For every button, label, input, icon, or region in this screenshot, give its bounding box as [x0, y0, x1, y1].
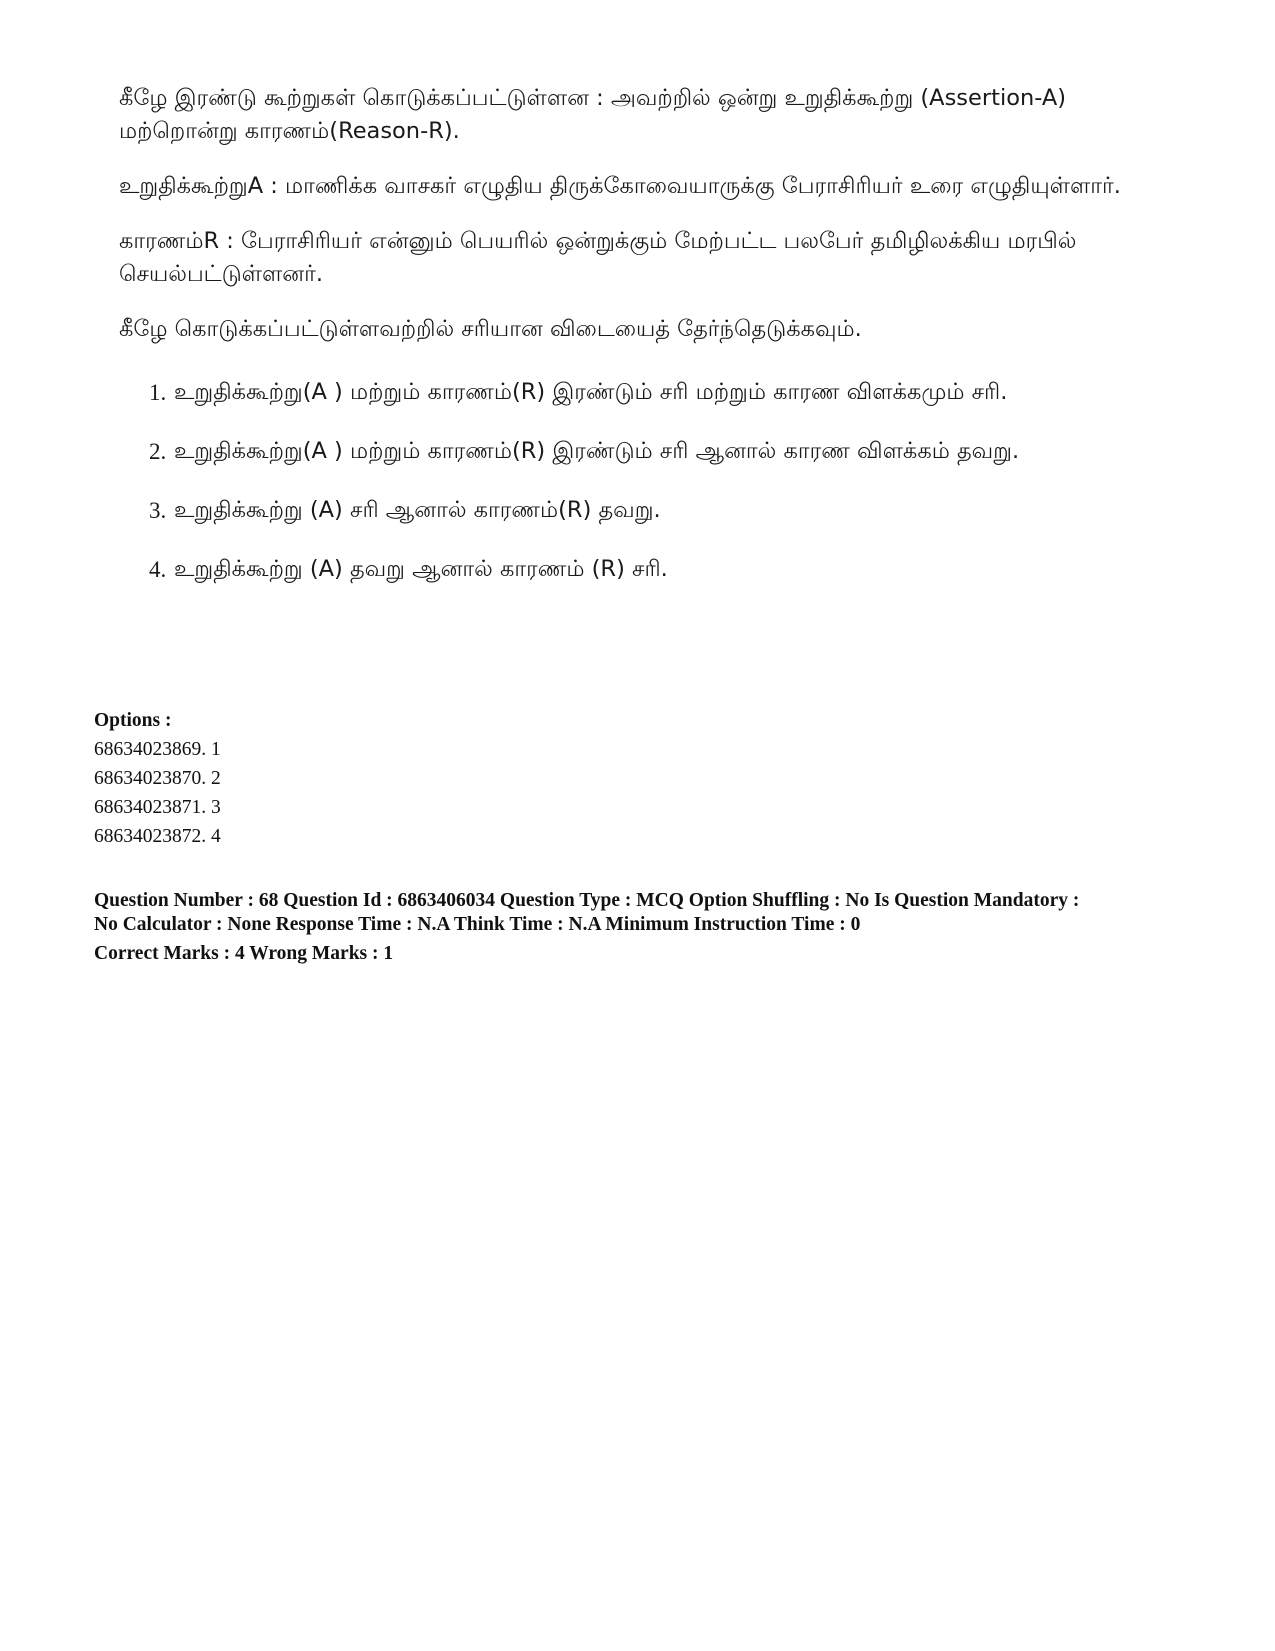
choice-item — [149, 376, 1179, 409]
question-intro: கீழே இரண்டு கூற்றுகள் கொடுக்கப்பட்டுள்ளன : அவற்றில் ஒன்று உறுதிக்கூற்று (Assertion-A) மற்றொன்று காரணம்(Reason-R). — [119, 85, 1067, 144]
option-item: 68634023872. 4 — [94, 826, 221, 847]
option-item: 68634023870. 2 — [94, 768, 221, 789]
choice-list — [119, 376, 1179, 586]
choice-number: 1. — [149, 380, 167, 405]
choice-number: 2. — [149, 439, 167, 464]
question-info-block — [94, 889, 1194, 966]
options-label: Options : — [94, 710, 172, 731]
choice-text: உறுதிக்கூற்று(A ) மற்றும் காரணம்(R) இரண்டும் சரி ஆனால் காரண விளக்கம் தவறு. — [174, 438, 1020, 464]
question-body — [119, 82, 1179, 612]
assertion-text: உறுதிக்கூற்றுA : மாணிக்க வாசகர் எழுதிய திருக்கோவையாருக்கு பேராசிரியர் உரை எழுதியுள்ளார். — [119, 173, 1121, 199]
choice-item — [149, 494, 1179, 527]
reason-text: காரணம்R : பேராசிரியர் என்னும் பெயரில் ஒன்றுக்கும் மேற்பட்ட பலபேர் தமிழிலக்கிய மரபில் செயல்பட்டுள்ளனர். — [119, 228, 1077, 287]
choice-number: 3. — [149, 498, 167, 523]
options-block — [94, 706, 1194, 851]
choice-text: உறுதிக்கூற்று(A ) மற்றும் காரணம்(R) இரண்டும் சரி மற்றும் காரண விளக்கமும் சரி. — [174, 379, 1008, 405]
choice-text: உறுதிக்கூற்று (A) தவறு ஆனால் காரணம் (R) சரி. — [174, 556, 668, 582]
choice-number: 4. — [149, 557, 167, 582]
question-info-line: No Calculator : None Response Time : N.A Think Time : N.A Minimum Instruction Time : 0 — [94, 914, 861, 935]
option-item: 68634023871. 3 — [94, 797, 221, 818]
instruction-text: கீழே கொடுக்கப்பட்டுள்ளவற்றில் சரியான விடையைத் தேர்ந்தெடுக்கவும். — [119, 316, 862, 342]
option-item: 68634023869. 1 — [94, 739, 221, 760]
choice-text: உறுதிக்கூற்று (A) சரி ஆனால் காரணம்(R) தவறு. — [174, 497, 661, 523]
marks-line: Correct Marks : 4 Wrong Marks : 1 — [94, 943, 394, 964]
choice-item — [149, 435, 1179, 468]
choice-item — [149, 553, 1179, 586]
question-info-line: Question Number : 68 Question Id : 6863406034 Question Type : MCQ Option Shuffling : No Is Question Mandatory : — [94, 890, 1080, 911]
